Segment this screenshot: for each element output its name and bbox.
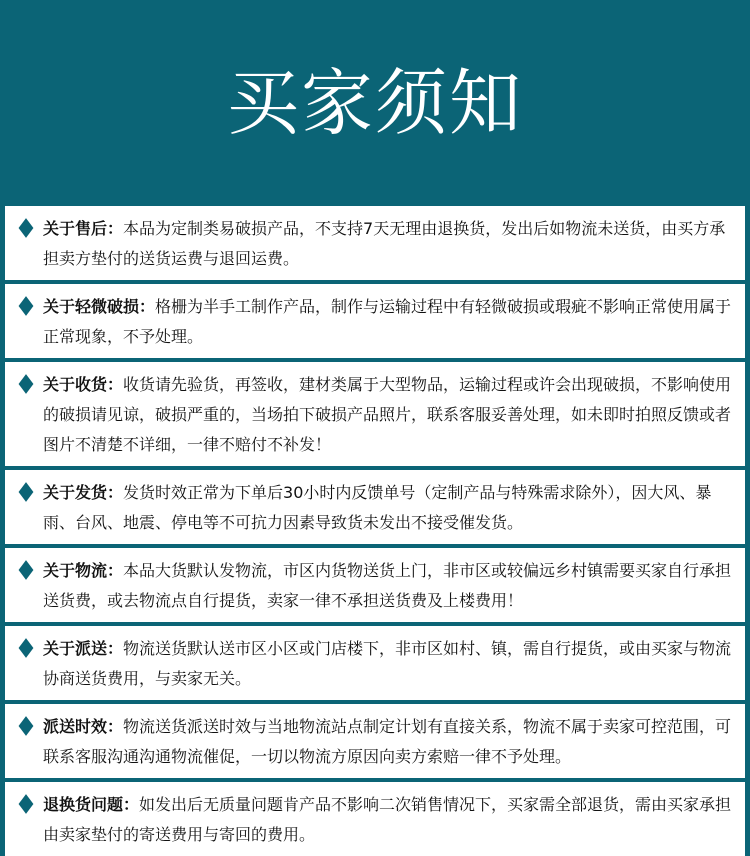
notice-label: 关于物流： xyxy=(43,561,124,580)
header-banner xyxy=(0,0,750,206)
notice-text: 发货时效正常为下单后30小时内反馈单号（定制产品与特殊需求除外），因大风、暴雨、台风、地震、停电等不可抗力因素导致货未发出不接受催发货。 xyxy=(43,483,712,532)
diamond-bullet-icon xyxy=(19,638,34,658)
notice-text: 格栅为半手工制作产品，制作与运输过程中有轻微破损或瑕疵不影响正常使用属于正常现象，不予处理。 xyxy=(43,297,732,346)
notice-label: 关于售后： xyxy=(43,219,124,238)
diamond-bullet-icon xyxy=(19,716,34,736)
notice-label: 关于发货： xyxy=(43,483,124,502)
diamond-bullet-icon xyxy=(19,560,34,580)
notice-text: 收货请先验货，再签收，建材类属于大型物品，运输过程或许会出现破损，不影响使用的破损请见谅，破损严重的，当场拍下破损产品照片，联系客服妥善处理，如未即时拍照反馈或者图片不清楚不详细，一律不赔付不补发！ xyxy=(43,375,732,454)
notice-list xyxy=(0,206,750,856)
notice-item xyxy=(5,206,745,280)
diamond-bullet-icon xyxy=(19,374,34,394)
notice-item xyxy=(5,470,745,544)
notice-item xyxy=(5,626,745,700)
notice-item xyxy=(5,284,745,358)
notice-text: 如发出后无质量问题肯产品不影响二次销售情况下，买家需全部退货，需由买家承担由卖家垫付的寄送费用与寄回的费用。 xyxy=(43,795,732,844)
diamond-bullet-icon xyxy=(19,296,34,316)
notice-item xyxy=(5,782,745,856)
page-title: 买家须知 xyxy=(226,61,523,145)
notice-text: 物流送货派送时效与当地物流站点制定计划有直接关系，物流不属于卖家可控范围，可联系客服沟通沟通物流催促，一切以物流方原因向卖方索赔一律不予处理。 xyxy=(43,717,732,766)
notice-label: 关于轻微破损： xyxy=(43,297,156,316)
notice-label: 派送时效： xyxy=(43,717,124,736)
notice-label: 关于派送： xyxy=(43,639,124,658)
notice-text: 本品大货默认发物流，市区内货物送货上门，非市区或较偏远乡村镇需要买家自行承担送货费，或去物流点自行提货，卖家一律不承担送货费及上楼费用！ xyxy=(43,561,732,610)
notice-item xyxy=(5,704,745,778)
diamond-bullet-icon xyxy=(19,482,34,502)
notice-text: 物流送货默认送市区小区或门店楼下，非市区如村、镇，需自行提货，或由买家与物流协商送货费用，与卖家无关。 xyxy=(43,639,732,688)
diamond-bullet-icon xyxy=(19,794,34,814)
notice-item xyxy=(5,548,745,622)
notice-label: 退换货问题： xyxy=(43,795,140,814)
notice-text: 本品为定制类易破损产品，不支持7天无理由退换货，发出后如物流未送货，由买方承担卖方垫付的送货运费与退回运费。 xyxy=(43,219,726,268)
notice-item xyxy=(5,362,745,466)
diamond-bullet-icon xyxy=(19,218,34,238)
notice-label: 关于收货： xyxy=(43,375,124,394)
